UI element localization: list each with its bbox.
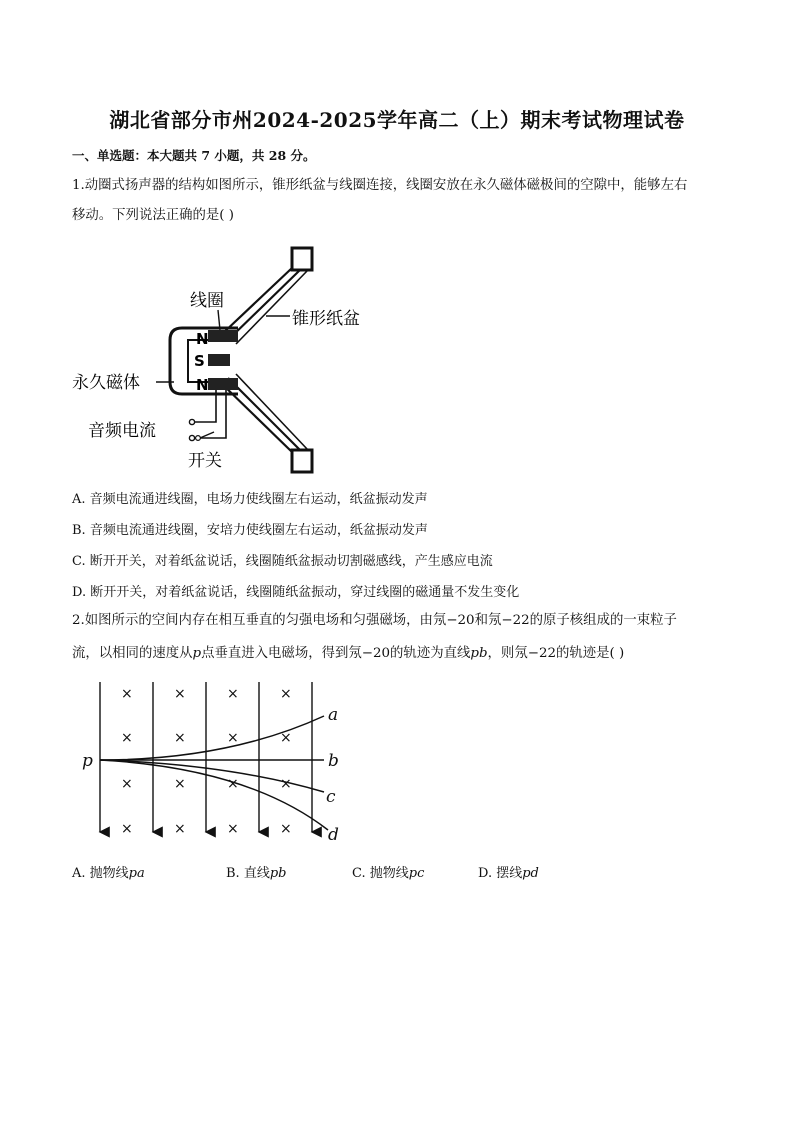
q1-option-a: A. 音频电流通进线圈，电场力使线圈左右运动，纸盆振动发声 <box>72 492 428 507</box>
cross: × <box>227 776 239 792</box>
track-d-label: d <box>328 825 339 845</box>
cross: × <box>174 821 186 837</box>
cone-top-rim <box>292 248 312 270</box>
q2-point-p: p <box>192 646 202 661</box>
magnet-label: 永久磁体 <box>72 373 140 393</box>
trajectory-d <box>100 760 328 830</box>
cone-upper-edge-2 <box>228 270 300 340</box>
q2-text-c: ，则氖−22的轨迹是( ) <box>487 646 625 661</box>
cross: × <box>174 686 186 702</box>
pole-s-middle: S <box>194 352 205 370</box>
switch-contact-1 <box>196 436 201 441</box>
audio-wire-2 <box>194 390 226 438</box>
q2-option-b: B. 直线pb <box>226 866 287 881</box>
cross: × <box>227 730 239 746</box>
terminal-1 <box>189 419 194 424</box>
switch-label: 开关 <box>188 451 222 471</box>
cone-lower-edge-3 <box>236 374 308 450</box>
cone-upper-edge-1 <box>220 268 292 336</box>
q2-text-b: 点垂直进入电磁场，得到氖−20的轨迹为直线 <box>201 646 471 661</box>
cross: × <box>280 821 292 837</box>
question-1-line-1: 1.动圈式扬声器的结构如图所示，锥形纸盆与线圈连接，线圈安放在永久磁体磁极间的空隙中，能够左右 <box>72 178 688 193</box>
cross: × <box>280 776 292 792</box>
question-2-line-2 <box>72 644 624 664</box>
cross: × <box>121 730 133 746</box>
cross: × <box>174 776 186 792</box>
electric-field-lines <box>100 682 312 832</box>
cross: × <box>121 686 133 702</box>
coil-mid <box>208 354 230 366</box>
speaker-diagram <box>70 244 390 474</box>
question-2-line-1: 2.如图所示的空间内存在相互垂直的匀强电场和匀强磁场，由氖−20和氖−22的原子核组成的一束粒子 <box>72 613 677 628</box>
exam-title: 湖北省部分市州2024-2025学年高二（上）期末考试物理试卷 <box>109 108 685 132</box>
pole-n-top: N <box>196 330 209 348</box>
cross: × <box>227 686 239 702</box>
question-1-line-2: 移动。下列说法正确的是( ) <box>72 208 235 223</box>
cross: × <box>121 776 133 792</box>
trajectories <box>100 716 328 830</box>
cross: × <box>280 730 292 746</box>
cross: × <box>280 686 292 702</box>
cross: × <box>174 730 186 746</box>
pole-n-bottom: N <box>196 376 209 394</box>
cone-label: 锥形纸盆 <box>292 309 360 329</box>
coil-label: 线圈 <box>190 291 224 311</box>
point-p-label: p <box>82 751 93 771</box>
cone-upper-edge-3 <box>236 270 308 344</box>
terminal-2 <box>189 435 194 440</box>
switch-lever <box>200 432 214 438</box>
track-a-label: a <box>328 705 339 725</box>
cone-lower-edge-2 <box>228 378 300 450</box>
cross: × <box>121 821 133 837</box>
coil-bottom <box>208 378 238 390</box>
cross: × <box>227 821 239 837</box>
track-b-label: b <box>328 751 339 771</box>
q2-line-pb: pb <box>470 646 488 661</box>
field-diagram <box>78 678 348 848</box>
coil-top <box>208 330 238 342</box>
q1-option-c: C. 断开开关，对着纸盆说话，线圈随纸盆振动切割磁感线，产生感应电流 <box>72 554 493 569</box>
q2-option-a: A. 抛物线pa <box>72 866 145 881</box>
q2-option-d: D. 摆线pd <box>478 866 539 881</box>
q2-option-c: C. 抛物线pc <box>352 866 425 881</box>
q2-text-a: 流，以相同的速度从 <box>72 646 193 661</box>
track-c-label: c <box>326 787 336 807</box>
section-heading: 一、单选题：本大题共 7 小题，共 28 分。 <box>72 148 316 163</box>
q1-option-d: D. 断开开关，对着纸盆说话，线圈随纸盆振动，穿过线圈的磁通量不发生变化 <box>72 585 520 600</box>
q1-option-b: B. 音频电流通进线圈，安培力使线圈左右运动，纸盆振动发声 <box>72 523 428 538</box>
audio-current-label: 音频电流 <box>88 421 156 441</box>
cone-bottom-rim <box>292 450 312 472</box>
